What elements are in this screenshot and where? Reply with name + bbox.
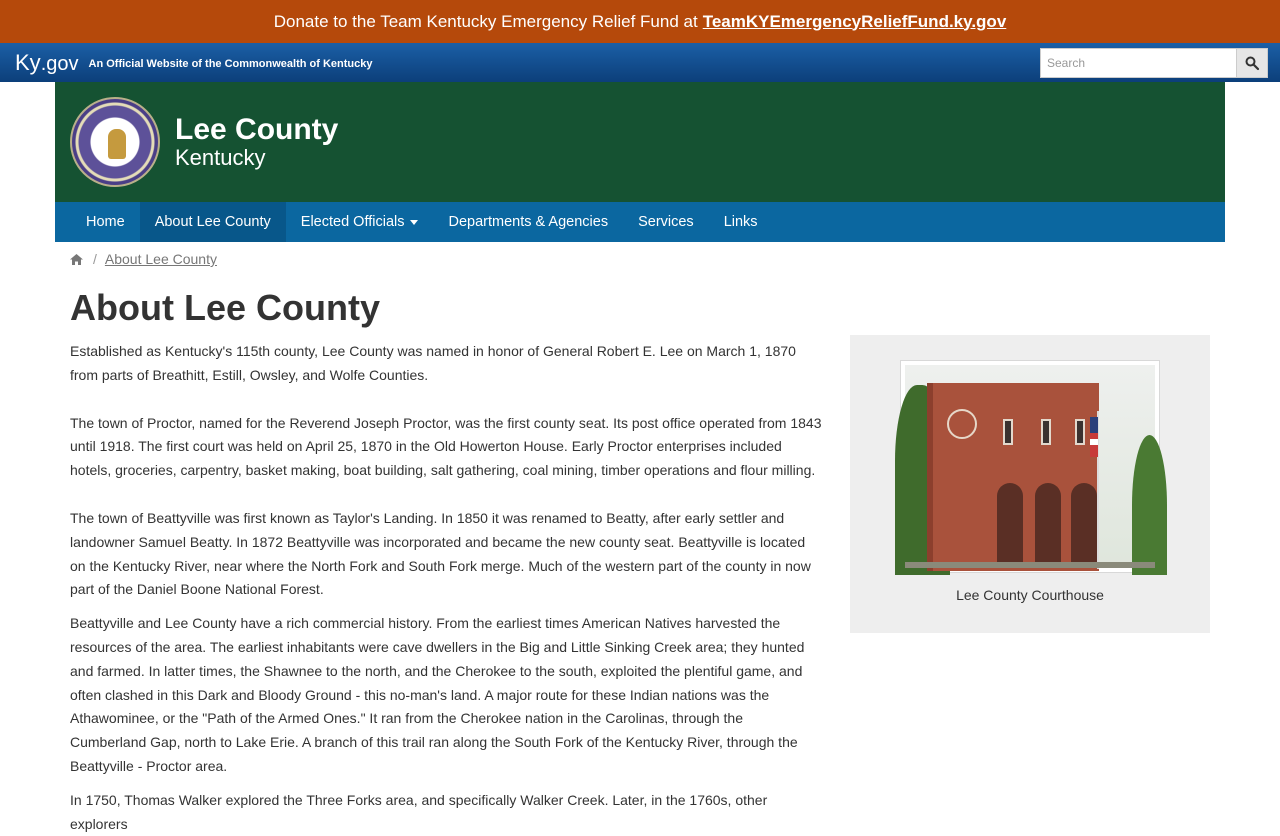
nav-about[interactable] bbox=[140, 202, 286, 242]
nav-label: Services bbox=[638, 214, 694, 230]
donate-banner bbox=[0, 0, 1280, 43]
nav-label: Departments & Agencies bbox=[448, 214, 609, 230]
caret-down-icon bbox=[410, 220, 418, 225]
main-content bbox=[70, 340, 1210, 836]
nav-elected-officials[interactable] bbox=[286, 202, 434, 242]
page-title: About Lee County bbox=[70, 287, 380, 328]
paragraph: Beattyville and Lee County have a rich commercial history. From the earliest times American Natives harvested the resources of the area. The earliest inhabitants were cave dwellers in the Big and Little Sinking Creek area; they hunted and farmed. In latter times, the Shawnee to the north, and the Cherokee to the south, exploited the plentiful game, and often clashed in this Dark and Bloody Ground - this no-man's land. A major route for these Indian nations was the Athawominee, or the "Path of the Armed Ones." It ran from the Cherokee nation in the Carolinas, through the Cumberland Gap, north to Lake Erie. A branch of this trail ran along the South Fork of the Kentucky River, through the Beattyville - Proctor area. bbox=[70, 615, 805, 774]
site-title[interactable] bbox=[175, 114, 338, 170]
breadcrumb-current[interactable]: About Lee County bbox=[104, 251, 217, 267]
nav-departments[interactable] bbox=[433, 202, 623, 242]
state-name: Kentucky bbox=[175, 145, 266, 170]
search-input[interactable] bbox=[1040, 48, 1236, 78]
kygov-search bbox=[1040, 48, 1268, 78]
main-nav bbox=[55, 202, 1225, 242]
nav-home[interactable] bbox=[71, 202, 140, 242]
sidebar-photo-panel bbox=[850, 335, 1210, 633]
body-text bbox=[70, 340, 822, 836]
nav-label: Links bbox=[723, 214, 758, 230]
kygov-logo[interactable] bbox=[15, 50, 79, 76]
home-icon[interactable] bbox=[70, 254, 83, 265]
paragraph: Established as Kentucky's 115th county, Lee County was named in honor of General Robert E. Lee on March 1, 1870 from parts of Breathitt, Estill, Owsley, and Wolfe Counties. bbox=[70, 343, 796, 383]
photo-caption: Lee County Courthouse bbox=[956, 587, 1104, 603]
commonwealth-seal-icon[interactable] bbox=[70, 97, 160, 187]
paragraph: In 1750, Thomas Walker explored the Three Forks area, and specifically Walker Creek. Later, in the 1760s, other explorers bbox=[70, 791, 768, 832]
magnifier-icon bbox=[1245, 56, 1259, 70]
breadcrumb-separator: / bbox=[93, 251, 97, 267]
donate-text: Donate to the Team Kentucky Emergency Relief Fund at bbox=[273, 11, 698, 31]
nav-services[interactable] bbox=[623, 202, 709, 242]
courthouse-photo[interactable] bbox=[900, 360, 1160, 573]
kygov-logo-suffix: .gov bbox=[40, 52, 79, 75]
site-header bbox=[55, 82, 1225, 202]
paragraph: The town of Proctor, named for the Reverend Joseph Proctor, was the first county seat. Its post office operated from 1843 until 1918. The first court was held on April 25, 1870 in the Old Howerton House. Early Proctor enterprises included hotels, groceries, carpentry, basket making, boat building, salt gathering, coal mining, timber operations and flour milling. bbox=[70, 414, 822, 479]
nav-links[interactable] bbox=[709, 202, 773, 242]
breadcrumb bbox=[70, 242, 1210, 276]
nav-label: Elected Officials bbox=[300, 214, 405, 230]
nav-label: About Lee County bbox=[154, 214, 271, 230]
paragraph: The town of Beattyville was first known as Taylor's Landing. In 1850 it was renamed to Beatty, after early settler and landowner Samuel Beatty. In 1872 Beattyville was incorporated and became the new county seat. Beattyville is located on the Kentucky River, near where the North Fork and South Fork merge. Much of the western part of the county in now part of the Daniel Boone National Forest. bbox=[70, 509, 811, 598]
county-name: Lee County bbox=[175, 113, 339, 146]
donate-link[interactable]: TeamKYEmergencyReliefFund.ky.gov bbox=[702, 11, 1007, 31]
courthouse-image bbox=[905, 365, 1155, 568]
kygov-tagline: An Official Website of the Commonwealth of Kentucky bbox=[88, 58, 373, 70]
nav-label: Home bbox=[86, 214, 125, 230]
kygov-bar bbox=[0, 43, 1280, 82]
search-button[interactable] bbox=[1236, 48, 1268, 78]
kygov-logo-main: Ky bbox=[15, 49, 41, 75]
